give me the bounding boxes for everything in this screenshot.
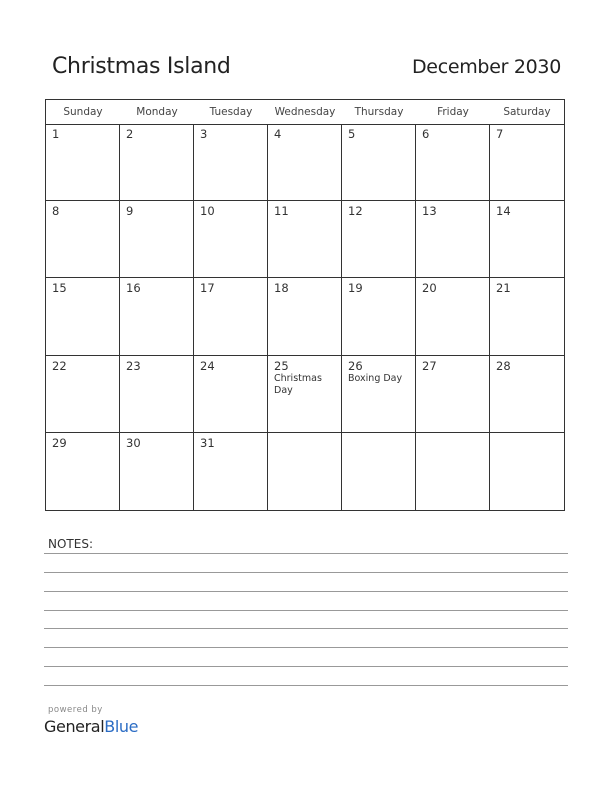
day-cell <box>342 278 416 355</box>
note-line <box>44 647 568 648</box>
powered-by-text: powered by <box>48 705 103 715</box>
day-cell <box>120 433 194 510</box>
day-cell <box>342 433 416 510</box>
day-number: 7 <box>496 127 504 141</box>
note-line <box>44 685 568 686</box>
day-cell <box>46 124 120 201</box>
day-cell <box>416 278 490 355</box>
day-number: 8 <box>52 204 60 219</box>
calendar-grid <box>45 99 565 511</box>
day-cell <box>268 278 342 355</box>
day-cell <box>120 356 194 433</box>
note-line <box>44 553 568 554</box>
day-number: 26 <box>348 358 363 373</box>
holiday-label: Christmas Day <box>274 372 322 396</box>
day-cell <box>194 433 268 510</box>
weekday-header-row <box>46 100 564 125</box>
day-number: 31 <box>200 435 215 450</box>
day-cell <box>46 278 120 355</box>
weekday-label: Wednesday <box>274 106 336 118</box>
day-number: 4 <box>274 127 282 141</box>
day-cell <box>490 201 564 278</box>
day-number: 23 <box>126 358 141 373</box>
day-cell <box>342 356 416 433</box>
day-cell <box>416 433 490 510</box>
day-number: 9 <box>126 204 134 219</box>
day-number: 20 <box>422 281 437 296</box>
note-line <box>44 628 568 629</box>
weekday-label: Monday <box>136 106 178 118</box>
day-cell <box>268 433 342 510</box>
notes-label: NOTES: <box>48 537 93 551</box>
day-number: 28 <box>496 358 511 373</box>
weekday-label: Friday <box>437 106 469 118</box>
day-number: 6 <box>422 127 430 141</box>
day-cells <box>46 124 564 510</box>
day-cell <box>46 433 120 510</box>
day-number: 11 <box>274 204 289 219</box>
holiday-label: Boxing Day <box>348 372 403 384</box>
day-number: 16 <box>126 281 141 296</box>
day-cell <box>416 356 490 433</box>
note-line <box>44 610 568 611</box>
day-number: 18 <box>274 281 289 296</box>
weekday-label: Tuesday <box>209 106 253 118</box>
day-cell <box>342 124 416 201</box>
day-number: 3 <box>200 127 208 141</box>
day-number: 29 <box>52 435 67 450</box>
note-line <box>44 591 568 592</box>
day-cell <box>268 201 342 278</box>
day-cell <box>416 124 490 201</box>
day-cell <box>194 356 268 433</box>
day-cell <box>490 433 564 510</box>
day-number: 10 <box>200 204 215 219</box>
note-line <box>44 666 568 667</box>
day-number: 25 <box>274 358 289 373</box>
day-number: 22 <box>52 358 67 373</box>
day-cell <box>46 356 120 433</box>
day-cell <box>194 201 268 278</box>
day-number: 21 <box>496 281 511 296</box>
brand-general: General <box>44 717 105 736</box>
day-cell <box>120 201 194 278</box>
day-cell <box>120 124 194 201</box>
day-cell <box>342 201 416 278</box>
note-line <box>44 572 568 573</box>
brand-blue: Blue <box>104 717 139 736</box>
weekday-label: Saturday <box>503 106 551 118</box>
day-number: 14 <box>496 204 511 219</box>
day-number: 27 <box>422 358 437 373</box>
calendar-month-title: December 2030 <box>411 56 561 78</box>
day-number: 5 <box>348 127 356 141</box>
day-number: 17 <box>200 281 215 296</box>
day-number: 12 <box>348 204 363 219</box>
day-cell <box>490 124 564 201</box>
day-cell <box>416 201 490 278</box>
day-cell <box>194 278 268 355</box>
day-number: 2 <box>126 127 134 141</box>
day-cell <box>46 201 120 278</box>
day-number: 24 <box>200 358 215 373</box>
generalblue-logo <box>44 717 138 736</box>
day-number: 13 <box>422 204 437 219</box>
day-cell <box>268 124 342 201</box>
day-number: 30 <box>126 435 141 450</box>
day-cell <box>268 356 342 433</box>
day-cell <box>490 278 564 355</box>
calendar-country-title: Christmas Island <box>52 54 231 79</box>
day-number: 1 <box>52 127 60 141</box>
day-cell <box>120 278 194 355</box>
day-number: 15 <box>52 281 67 296</box>
day-cell <box>194 124 268 201</box>
day-number: 19 <box>348 281 363 296</box>
weekday-label: Sunday <box>63 106 103 118</box>
weekday-label: Thursday <box>354 106 404 118</box>
day-cell <box>490 356 564 433</box>
